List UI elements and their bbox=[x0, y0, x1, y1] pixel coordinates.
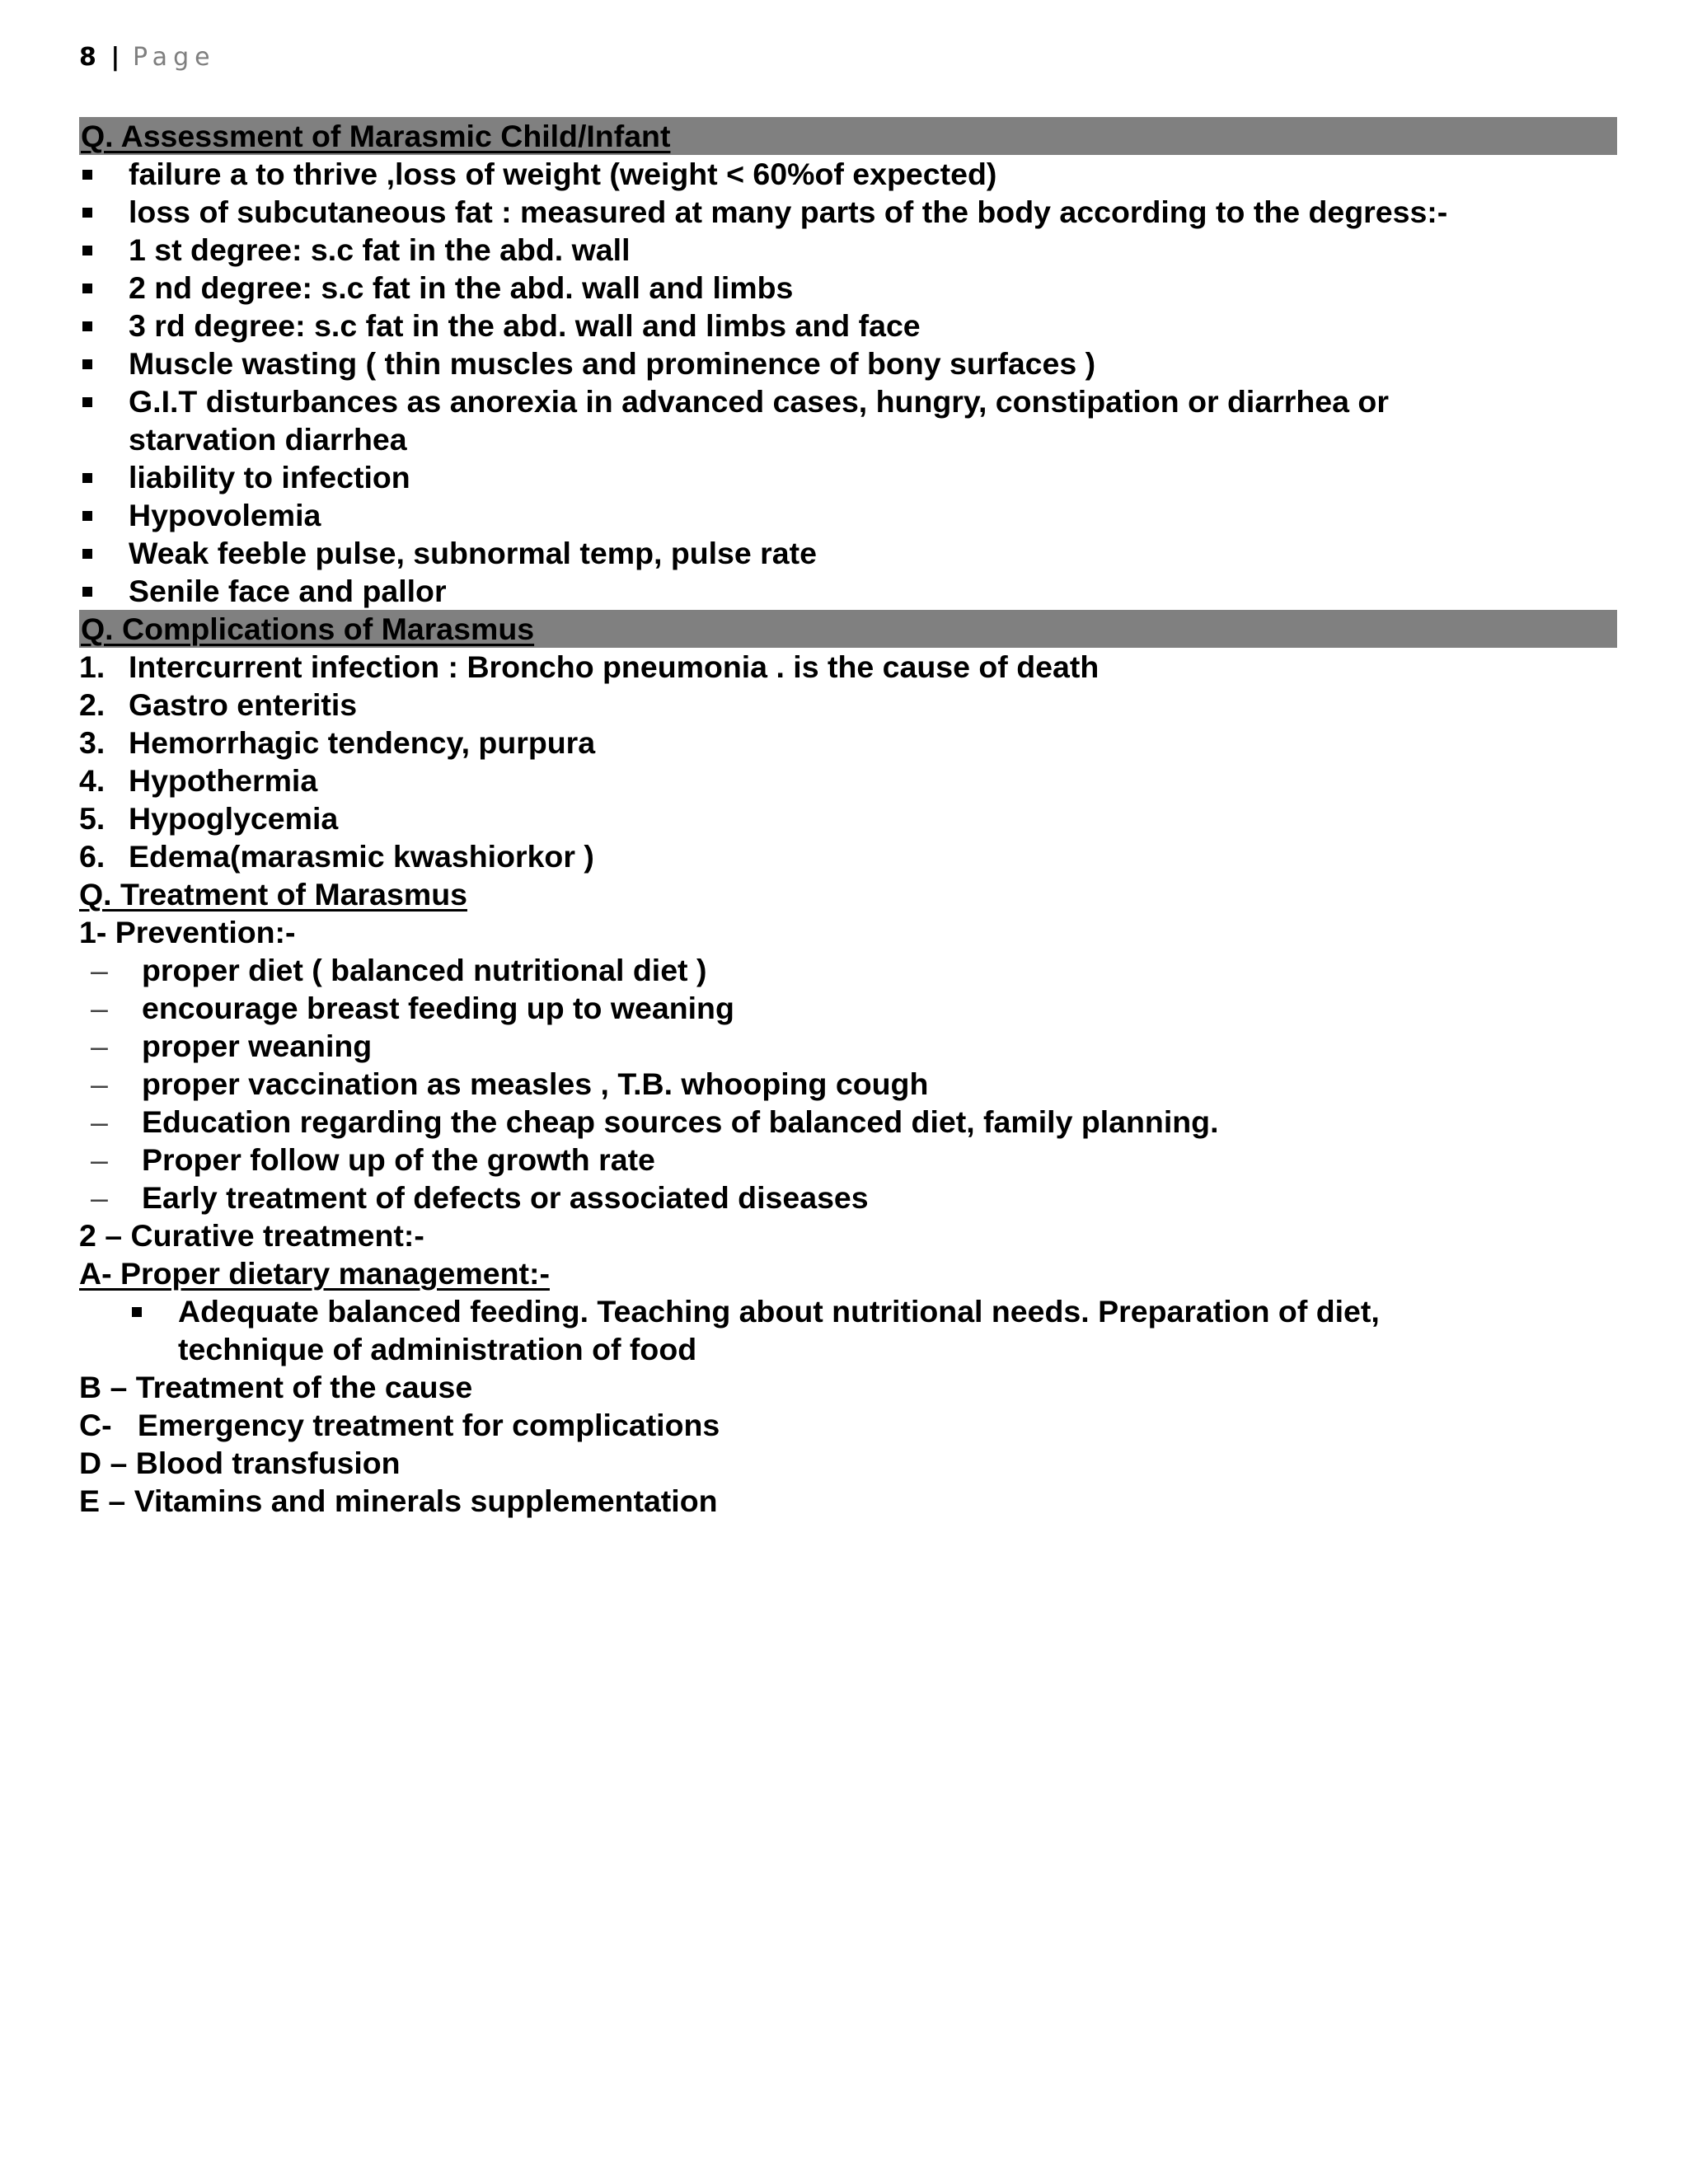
dash-item: – proper vaccination as measles , T.B. whooping cough bbox=[91, 1066, 929, 1101]
curative-title: 2 – Curative treatment:- bbox=[79, 1218, 424, 1253]
item-number: 4. bbox=[79, 763, 106, 798]
list-item-continuation: starvation diarrhea bbox=[129, 422, 407, 457]
square-bullet-icon bbox=[82, 473, 92, 483]
dash-bullet-icon: – bbox=[91, 1142, 108, 1177]
square-bullet-icon bbox=[82, 359, 92, 369]
square-bullet-icon bbox=[82, 170, 92, 180]
dash-bullet-icon: – bbox=[91, 953, 108, 987]
treatment-heading: Q. Treatment of Marasmus bbox=[79, 877, 467, 912]
list-item: Muscle wasting ( thin muscles and prominence of bony surfaces ) bbox=[79, 344, 1617, 382]
dash-bullet-icon: – bbox=[91, 1104, 108, 1139]
list-item: Senile face and pallor bbox=[79, 572, 1617, 610]
square-bullet-icon bbox=[82, 246, 92, 255]
treatment-item: E – Vitamins and minerals supplementation bbox=[79, 1483, 718, 1518]
list-item: liability to infection bbox=[79, 458, 1617, 496]
list-item: failure a to thrive ,loss of weight (weight < 60%of expected) bbox=[79, 155, 1617, 193]
dash-bullet-icon: – bbox=[91, 1180, 108, 1215]
item-number: 3. bbox=[79, 725, 106, 760]
list-item: G.I.T disturbances as anorexia in advanced cases, hungry, constipation or diarrhea or bbox=[79, 382, 1617, 420]
square-bullet-icon bbox=[82, 208, 92, 218]
square-bullet-icon bbox=[82, 397, 92, 407]
list-item-continuation: technique of administration of food bbox=[178, 1332, 697, 1366]
treatment-item: D – Blood transfusion bbox=[79, 1446, 401, 1480]
dash-bullet-icon: – bbox=[91, 991, 108, 1025]
numbered-item: 2. Gastro enteritis bbox=[79, 687, 358, 722]
square-bullet-icon bbox=[82, 284, 92, 293]
list-item: Hypovolemia bbox=[79, 496, 1617, 534]
dash-bullet-icon: – bbox=[91, 1066, 108, 1101]
square-bullet-icon bbox=[82, 511, 92, 521]
dash-item: – proper weaning bbox=[91, 1029, 373, 1063]
item-number: 2. bbox=[79, 687, 106, 722]
list-item: 2 nd degree: s.c fat in the abd. wall and limbs bbox=[79, 269, 1617, 307]
list-item: Weak feeble pulse, subnormal temp, pulse rate bbox=[79, 534, 1617, 572]
numbered-item: 4. Hypothermia bbox=[79, 763, 318, 798]
square-bullet-icon bbox=[82, 549, 92, 559]
square-bullet-icon bbox=[82, 321, 92, 331]
item-number: 6. bbox=[79, 839, 106, 874]
square-bullet-icon bbox=[82, 587, 92, 597]
page-number: 8 bbox=[79, 43, 96, 72]
dash-item: – proper diet ( balanced nutritional diet ) bbox=[91, 953, 707, 987]
list-item: Adequate balanced feeding. Teaching about nutritional needs. Preparation of diet, bbox=[79, 1292, 1617, 1330]
prevention-title: 1- Prevention:- bbox=[79, 915, 296, 949]
page-separator: | bbox=[110, 43, 120, 72]
assessment-heading: Q. Assessment of Marasmic Child/Infant bbox=[79, 117, 1617, 155]
dash-item: – encourage breast feeding up to weaning bbox=[91, 991, 734, 1025]
dietary-heading: A- Proper dietary management:- bbox=[79, 1256, 550, 1291]
document-body bbox=[79, 117, 1617, 1520]
numbered-item: 5. Hypoglycemia bbox=[79, 801, 339, 836]
numbered-item: 6. Edema(marasmic kwashiorkor ) bbox=[79, 839, 594, 874]
dash-item: – Early treatment of defects or associated diseases bbox=[91, 1180, 869, 1215]
dash-bullet-icon: – bbox=[91, 1029, 108, 1063]
numbered-item: 3. Hemorrhagic tendency, purpura bbox=[79, 725, 596, 760]
list-item: loss of subcutaneous fat : measured at many parts of the body according to the degress:- bbox=[79, 193, 1617, 231]
treatment-item: B – Treatment of the cause bbox=[79, 1370, 473, 1404]
list-item: 3 rd degree: s.c fat in the abd. wall and limbs and face bbox=[79, 307, 1617, 344]
list-item: 1 st degree: s.c fat in the abd. wall bbox=[79, 231, 1617, 269]
dash-item: – Education regarding the cheap sources of balanced diet, family planning. bbox=[91, 1104, 1219, 1139]
item-number: 1. bbox=[79, 649, 106, 684]
treatment-item: C- Emergency treatment for complications bbox=[79, 1408, 720, 1442]
complications-heading: Q. Complications of Marasmus bbox=[79, 610, 1617, 648]
dash-item: – Proper follow up of the growth rate bbox=[91, 1142, 655, 1177]
square-bullet-icon bbox=[132, 1307, 142, 1317]
page-header bbox=[79, 41, 216, 74]
numbered-item: 1. Intercurrent infection : Broncho pneumonia . is the cause of death bbox=[79, 649, 1100, 684]
page-word: Page bbox=[132, 43, 216, 72]
item-number: 5. bbox=[79, 801, 106, 836]
